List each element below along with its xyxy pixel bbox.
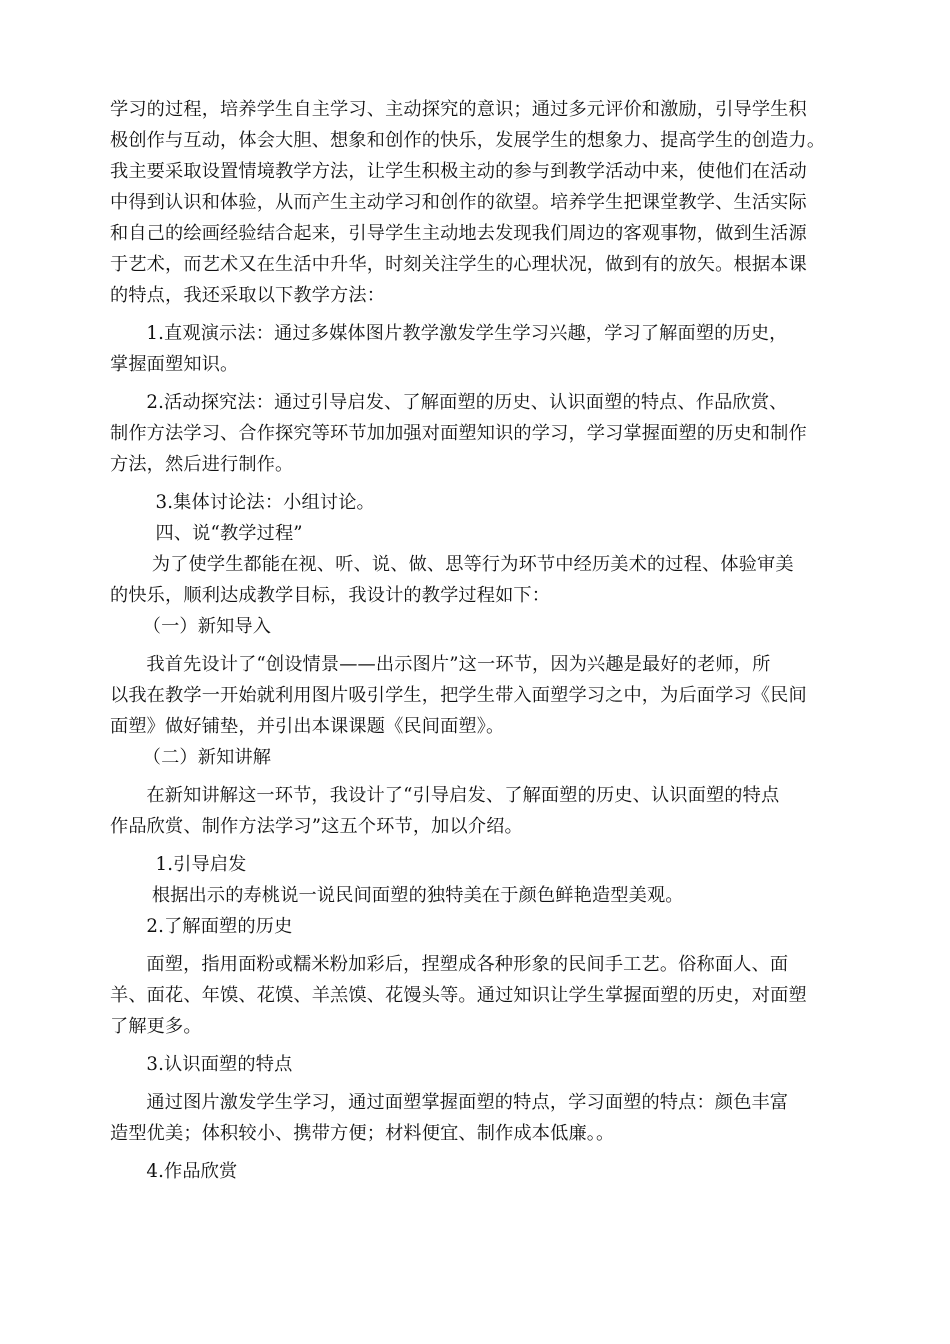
paragraph-gap [110,942,855,949]
paragraph-gap [110,642,855,649]
paragraph-gap [110,842,855,849]
text-line: 极创作与互动，体会大胆、想象和创作的快乐，发展学生的想象力、提高学生的创造力。 [110,130,826,151]
text-line: 掌握面塑知识。 [110,354,239,375]
text-line: 面塑》做好铺垫，并引出本课课题《民间面塑》。 [110,716,505,737]
text-line: 我主要采取设置情境教学方法，让学生积极主动的参与到教学活动中来，使他们在活动 [110,161,807,182]
text-line: 的快乐，顺利达成教学目标，我设计的教学过程如下： [110,585,551,606]
paragraph-gap [110,1042,855,1049]
text-line: 我首先设计了“创设情景——出示图片”这一环节，因为兴趣是最好的老师，所 [146,654,771,675]
text-line: 羊、面花、年馍、花馍、羊羔馍、花馒头等。通过知识让学生掌握面塑的历史，对面塑 [110,985,807,1006]
text-line: 和自己的绘画经验结合起来，引导学生主动地去发现我们周边的客观事物，做到生活源 [110,223,807,244]
paragraph-gap [110,480,855,487]
text-line: 四、说“教学过程” [155,523,303,544]
text-line: 2.活动探究法：通过引导启发、了解面塑的历史、认识面塑的特点、作品欣赏、 [146,392,788,413]
text-line: 方法，然后进行制作。 [110,454,294,475]
text-line: 在新知讲解这一环节，我设计了“引导启发、了解面塑的历史、认识面塑的特点 [146,785,780,806]
text-line: （二）新知讲解 [142,747,272,768]
text-line: 根据出示的寿桃说一说民间面塑的独特美在于颜色鲜艳造型美观。 [151,885,684,906]
text-line: 1.引导启发 [155,854,247,875]
text-line: 1.直观演示法：通过多媒体图片教学激发学生学习兴趣，学习了解面塑的历史， [146,323,788,344]
text-line: 造型优美；体积较小、携带方便；材料便宜、制作成本低廉。。 [110,1123,615,1144]
document-body [110,94,855,1187]
text-line: 为了使学生都能在视、听、说、做、思等行为环节中经历美术的过程、体验审美 [151,554,794,575]
text-line: 作品欣赏、制作方法学习”这五个环节，加以介绍。 [110,816,523,837]
text-line: 4.作品欣赏 [146,1161,238,1182]
text-line: （一）新知导入 [142,616,272,637]
text-line: 于艺术，而艺术又在生活中升华，时刻关注学生的心理状况，做到有的放矢。根据本课 [110,254,807,275]
text-line: 中得到认识和体验，从而产生主动学习和创作的欲望。培养学生把课堂教学、生活实际 [110,192,807,213]
text-line: 通过图片激发学生学习，通过面塑掌握面塑的特点，学习面塑的特点：颜色丰富 [146,1092,789,1113]
paragraph-gap [110,311,855,318]
text-line: 3.认识面塑的特点 [146,1054,293,1075]
text-line: 2.了解面塑的历史 [146,916,293,937]
text-line: 面塑，指用面粉或糯米粉加彩后，捏塑成各种形象的民间手工艺。俗称面人、面 [146,954,789,975]
text-line: 了解更多。 [110,1016,202,1037]
text-line: 3.集体讨论法：小组讨论。 [155,492,375,513]
paragraph-gap [110,1149,855,1156]
text-line: 制作方法学习、合作探究等环节加加强对面塑知识的学习，学习掌握面塑的历史和制作 [110,423,807,444]
paragraph-gap [110,380,855,387]
text-line: 学习的过程，培养学生自主学习、主动探究的意识；通过多元评价和激励，引导学生积 [110,99,807,120]
paragraph-gap [110,1080,855,1087]
text-line: 以我在教学一开始就利用图片吸引学生，把学生带入面塑学习之中，为后面学习《民间 [110,685,807,706]
text-line: 的特点，我还采取以下教学方法： [110,285,386,306]
paragraph-gap [110,773,855,780]
